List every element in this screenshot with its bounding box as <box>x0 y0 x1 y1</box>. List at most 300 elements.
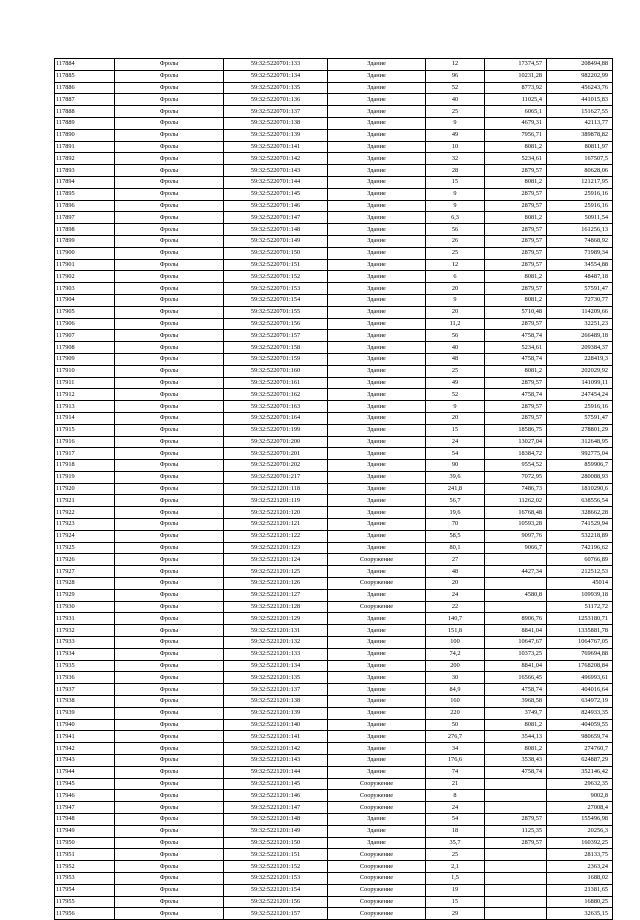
cadastral-number-cell: 59:32:5220701:143 <box>224 165 328 177</box>
area-cell: 24 <box>426 589 485 601</box>
area-cell: 56,7 <box>426 495 485 507</box>
unit-value-cell: 2879,57 <box>485 318 547 330</box>
table-row <box>55 625 613 637</box>
cadastral-value-cell: 624887,29 <box>547 755 613 767</box>
locality-cell: Фролы <box>115 424 224 436</box>
unit-value-cell <box>485 908 547 920</box>
cadastral-value-cell: 57591,47 <box>547 412 613 424</box>
cadastral-value-cell: 28133,75 <box>547 849 613 861</box>
table-row <box>55 684 613 696</box>
area-cell: 74 <box>426 766 485 778</box>
cadastral-number-cell: 59:32:5220701:151 <box>224 259 328 271</box>
row-number-cell: 117892 <box>55 153 115 165</box>
cadastral-number-cell: 59:32:5221201:125 <box>224 566 328 578</box>
table-row <box>55 613 613 625</box>
row-number-cell: 117932 <box>55 625 115 637</box>
table-row <box>55 471 613 483</box>
area-cell: 28 <box>426 165 485 177</box>
area-cell: 56 <box>426 330 485 342</box>
row-number-cell: 117899 <box>55 235 115 247</box>
unit-value-cell: 2879,57 <box>485 283 547 295</box>
area-cell: 30 <box>426 672 485 684</box>
cadastral-number-cell: 59:32:5221201:149 <box>224 825 328 837</box>
cadastral-number-cell: 59:32:5220701:139 <box>224 129 328 141</box>
locality-cell: Фролы <box>115 637 224 649</box>
object-type-cell: Здание <box>328 696 426 708</box>
cadastral-value-cell: 389878,82 <box>547 129 613 141</box>
area-cell: 200 <box>426 660 485 672</box>
row-number-cell: 117956 <box>55 908 115 920</box>
table-row <box>55 542 613 554</box>
cadastral-value-cell: 21381,65 <box>547 884 613 896</box>
unit-value-cell: 16768,48 <box>485 507 547 519</box>
area-cell: 74,2 <box>426 648 485 660</box>
locality-cell: Фролы <box>115 778 224 790</box>
row-number-cell: 117888 <box>55 106 115 118</box>
unit-value-cell: 8081,2 <box>485 271 547 283</box>
area-cell: 96 <box>426 70 485 82</box>
table-row <box>55 566 613 578</box>
cadastral-number-cell: 59:32:5221201:153 <box>224 872 328 884</box>
unit-value-cell: 9554,52 <box>485 460 547 472</box>
table-row <box>55 814 613 826</box>
unit-value-cell: 10647,67 <box>485 637 547 649</box>
cadastral-number-cell: 59:32:5220701:148 <box>224 224 328 236</box>
area-cell: 48 <box>426 353 485 365</box>
area-cell: 12 <box>426 59 485 71</box>
area-cell: 54 <box>426 448 485 460</box>
locality-cell: Фролы <box>115 70 224 82</box>
table-row <box>55 365 613 377</box>
cadastral-number-cell: 59:32:5221201:124 <box>224 554 328 566</box>
object-type-cell: Здание <box>328 247 426 259</box>
cadastral-value-cell: 60766,89 <box>547 554 613 566</box>
row-number-cell: 117902 <box>55 271 115 283</box>
cadastral-value-cell: 1335881,78 <box>547 625 613 637</box>
object-type-cell: Сооружение <box>328 554 426 566</box>
cadastral-value-cell: 209384,37 <box>547 342 613 354</box>
row-number-cell: 117938 <box>55 696 115 708</box>
row-number-cell: 117910 <box>55 365 115 377</box>
object-type-cell: Здание <box>328 436 426 448</box>
table-row <box>55 59 613 71</box>
area-cell: 2,1 <box>426 861 485 873</box>
cadastral-value-cell: 328662,28 <box>547 507 613 519</box>
unit-value-cell: 10231,28 <box>485 70 547 82</box>
object-type-cell: Здание <box>328 117 426 129</box>
locality-cell: Фролы <box>115 483 224 495</box>
object-type-cell: Здание <box>328 837 426 849</box>
cadastral-number-cell: 59:32:5221201:123 <box>224 542 328 554</box>
unit-value-cell: 6065,1 <box>485 106 547 118</box>
cadastral-value-cell: 228419,3 <box>547 353 613 365</box>
locality-cell: Фролы <box>115 696 224 708</box>
unit-value-cell: 4580,8 <box>485 589 547 601</box>
area-cell: 54 <box>426 814 485 826</box>
row-number-cell: 117903 <box>55 283 115 295</box>
table-row <box>55 872 613 884</box>
cadastral-value-cell: 51172,72 <box>547 601 613 613</box>
cadastral-number-cell: 59:32:5220701:163 <box>224 401 328 413</box>
area-cell: 52 <box>426 389 485 401</box>
locality-cell: Фролы <box>115 790 224 802</box>
locality-cell: Фролы <box>115 59 224 71</box>
table-row <box>55 554 613 566</box>
locality-cell: Фролы <box>115 554 224 566</box>
cadastral-value-cell: 1064767,05 <box>547 637 613 649</box>
area-cell: 6 <box>426 271 485 283</box>
unit-value-cell: 18384,72 <box>485 448 547 460</box>
table-row <box>55 519 613 531</box>
object-type-cell: Здание <box>328 483 426 495</box>
area-cell: 39,6 <box>426 471 485 483</box>
cadastral-value-cell: 404016,64 <box>547 684 613 696</box>
table-row <box>55 294 613 306</box>
row-number-cell: 117949 <box>55 825 115 837</box>
unit-value-cell: 18586,75 <box>485 424 547 436</box>
unit-value-cell <box>485 861 547 873</box>
cadastral-value-cell: 532218,89 <box>547 530 613 542</box>
object-type-cell: Здание <box>328 755 426 767</box>
cadastral-value-cell: 32251,23 <box>547 318 613 330</box>
cadastral-number-cell: 59:32:5221201:150 <box>224 837 328 849</box>
table-row <box>55 660 613 672</box>
cadastral-value-cell: 824933,35 <box>547 707 613 719</box>
object-type-cell: Сооружение <box>328 849 426 861</box>
table-row <box>55 247 613 259</box>
table-row <box>55 106 613 118</box>
locality-cell: Фролы <box>115 401 224 413</box>
object-type-cell: Здание <box>328 825 426 837</box>
row-number-cell: 117934 <box>55 648 115 660</box>
area-cell: 176,6 <box>426 755 485 767</box>
unit-value-cell: 2879,57 <box>485 412 547 424</box>
row-number-cell: 117921 <box>55 495 115 507</box>
row-number-cell: 117915 <box>55 424 115 436</box>
row-number-cell: 117890 <box>55 129 115 141</box>
locality-cell: Фролы <box>115 460 224 472</box>
area-cell: 11,2 <box>426 318 485 330</box>
row-number-cell: 117954 <box>55 884 115 896</box>
table-row <box>55 271 613 283</box>
object-type-cell: Здание <box>328 814 426 826</box>
locality-cell: Фролы <box>115 235 224 247</box>
cadastral-value-cell: 247454,24 <box>547 389 613 401</box>
area-cell: 9 <box>426 200 485 212</box>
table-row <box>55 141 613 153</box>
row-number-cell: 117912 <box>55 389 115 401</box>
cadastral-value-cell: 1810290,6 <box>547 483 613 495</box>
area-cell: 80,1 <box>426 542 485 554</box>
row-number-cell: 117911 <box>55 377 115 389</box>
locality-cell: Фролы <box>115 412 224 424</box>
row-number-cell: 117913 <box>55 401 115 413</box>
table-row <box>55 70 613 82</box>
object-type-cell: Здание <box>328 259 426 271</box>
cadastral-value-cell: 109939,18 <box>547 589 613 601</box>
cadastral-number-cell: 59:32:5220701:150 <box>224 247 328 259</box>
object-type-cell: Здание <box>328 330 426 342</box>
object-type-cell: Здание <box>328 707 426 719</box>
locality-cell: Фролы <box>115 365 224 377</box>
locality-cell: Фролы <box>115 141 224 153</box>
cadastral-number-cell: 59:32:5220701:133 <box>224 59 328 71</box>
cadastral-value-cell: 352146,42 <box>547 766 613 778</box>
cadastral-value-cell: 859906,7 <box>547 460 613 472</box>
area-cell: 276,7 <box>426 731 485 743</box>
unit-value-cell: 2879,57 <box>485 224 547 236</box>
unit-value-cell: 4758,74 <box>485 766 547 778</box>
table-row <box>55 908 613 920</box>
table-row <box>55 200 613 212</box>
table-row <box>55 802 613 814</box>
locality-cell: Фролы <box>115 283 224 295</box>
cadastral-value-cell: 441015,83 <box>547 94 613 106</box>
area-cell: 70 <box>426 519 485 531</box>
locality-cell: Фролы <box>115 731 224 743</box>
table-row <box>55 188 613 200</box>
area-cell: 100 <box>426 637 485 649</box>
row-number-cell: 117925 <box>55 542 115 554</box>
unit-value-cell: 4427,34 <box>485 566 547 578</box>
row-number-cell: 117939 <box>55 707 115 719</box>
table-row <box>55 94 613 106</box>
area-cell: 25 <box>426 106 485 118</box>
area-cell: 27 <box>426 554 485 566</box>
area-cell: 15 <box>426 176 485 188</box>
cadastral-value-cell: 80628,06 <box>547 165 613 177</box>
unit-value-cell: 13027,04 <box>485 436 547 448</box>
object-type-cell: Здание <box>328 141 426 153</box>
row-number-cell: 117941 <box>55 731 115 743</box>
cadastral-number-cell: 59:32:5220701:164 <box>224 412 328 424</box>
row-number-cell: 117916 <box>55 436 115 448</box>
unit-value-cell: 9066,7 <box>485 542 547 554</box>
cadastral-number-cell: 59:32:5221201:138 <box>224 696 328 708</box>
area-cell: 15 <box>426 424 485 436</box>
cadastral-value-cell: 266489,18 <box>547 330 613 342</box>
object-type-cell: Здание <box>328 731 426 743</box>
area-cell: 21 <box>426 778 485 790</box>
cadastral-value-cell: 34554,88 <box>547 259 613 271</box>
unit-value-cell: 5234,61 <box>485 342 547 354</box>
row-number-cell: 117907 <box>55 330 115 342</box>
unit-value-cell: 8906,76 <box>485 613 547 625</box>
cadastral-value-cell: 45014 <box>547 578 613 590</box>
cadastral-value-cell: 278801,29 <box>547 424 613 436</box>
locality-cell: Фролы <box>115 188 224 200</box>
locality-cell: Фролы <box>115 377 224 389</box>
unit-value-cell: 8081,2 <box>485 719 547 731</box>
row-number-cell: 117935 <box>55 660 115 672</box>
table-row <box>55 849 613 861</box>
row-number-cell: 117887 <box>55 94 115 106</box>
locality-cell: Фролы <box>115 908 224 920</box>
area-cell: 12 <box>426 259 485 271</box>
unit-value-cell: 8841,04 <box>485 660 547 672</box>
cadastral-number-cell: 59:32:5220701:142 <box>224 153 328 165</box>
area-cell: 160 <box>426 696 485 708</box>
cadastral-value-cell: 167507,5 <box>547 153 613 165</box>
locality-cell: Фролы <box>115 200 224 212</box>
row-number-cell: 117919 <box>55 471 115 483</box>
row-number-cell: 117920 <box>55 483 115 495</box>
object-type-cell: Здание <box>328 719 426 731</box>
table-row <box>55 825 613 837</box>
table-row <box>55 377 613 389</box>
cadastral-number-cell: 59:32:5221201:128 <box>224 601 328 613</box>
locality-cell: Фролы <box>115 318 224 330</box>
object-type-cell: Здание <box>328 530 426 542</box>
document-page <box>54 58 608 920</box>
area-cell: 9 <box>426 117 485 129</box>
object-type-cell: Здание <box>328 165 426 177</box>
cadastral-number-cell: 59:32:5221201:132 <box>224 637 328 649</box>
row-number-cell: 117923 <box>55 519 115 531</box>
area-cell: 22 <box>426 601 485 613</box>
cadastral-value-cell: 48487,18 <box>547 271 613 283</box>
area-cell: 9 <box>426 188 485 200</box>
property-table <box>54 58 613 920</box>
cadastral-number-cell: 59:32:5220701:138 <box>224 117 328 129</box>
cadastral-number-cell: 59:32:5220701:149 <box>224 235 328 247</box>
row-number-cell: 117937 <box>55 684 115 696</box>
table-row <box>55 861 613 873</box>
object-type-cell: Здание <box>328 495 426 507</box>
cadastral-value-cell: 151627,55 <box>547 106 613 118</box>
table-row <box>55 483 613 495</box>
cadastral-value-cell: 274760,7 <box>547 743 613 755</box>
table-row <box>55 389 613 401</box>
object-type-cell: Сооружение <box>328 908 426 920</box>
area-cell: 19,6 <box>426 507 485 519</box>
table-row <box>55 696 613 708</box>
cadastral-number-cell: 59:32:5221201:151 <box>224 849 328 861</box>
cadastral-number-cell: 59:32:5221201:121 <box>224 519 328 531</box>
locality-cell: Фролы <box>115 884 224 896</box>
unit-value-cell: 2879,57 <box>485 401 547 413</box>
cadastral-number-cell: 59:32:5221201:142 <box>224 743 328 755</box>
object-type-cell: Здание <box>328 59 426 71</box>
cadastral-value-cell: 80811,97 <box>547 141 613 153</box>
cadastral-number-cell: 59:32:5220701:135 <box>224 82 328 94</box>
cadastral-number-cell: 59:32:5221201:126 <box>224 578 328 590</box>
cadastral-number-cell: 59:32:5221201:134 <box>224 660 328 672</box>
cadastral-value-cell: 32635,15 <box>547 908 613 920</box>
cadastral-number-cell: 59:32:5220701:199 <box>224 424 328 436</box>
unit-value-cell <box>485 790 547 802</box>
cadastral-value-cell: 769694,88 <box>547 648 613 660</box>
locality-cell: Фролы <box>115 861 224 873</box>
cadastral-number-cell: 59:32:5221201:157 <box>224 908 328 920</box>
row-number-cell: 117947 <box>55 802 115 814</box>
unit-value-cell <box>485 778 547 790</box>
locality-cell: Фролы <box>115 495 224 507</box>
object-type-cell: Здание <box>328 306 426 318</box>
object-type-cell: Здание <box>328 412 426 424</box>
table-row <box>55 153 613 165</box>
object-type-cell: Здание <box>328 235 426 247</box>
locality-cell: Фролы <box>115 578 224 590</box>
object-type-cell: Здание <box>328 365 426 377</box>
unit-value-cell: 8081,2 <box>485 141 547 153</box>
row-number-cell: 117909 <box>55 353 115 365</box>
area-cell: 6,3 <box>426 212 485 224</box>
row-number-cell: 117893 <box>55 165 115 177</box>
locality-cell: Фролы <box>115 117 224 129</box>
row-number-cell: 117889 <box>55 117 115 129</box>
cadastral-value-cell: 992775,04 <box>547 448 613 460</box>
cadastral-number-cell: 59:32:5221201:122 <box>224 530 328 542</box>
row-number-cell: 117936 <box>55 672 115 684</box>
cadastral-number-cell: 59:32:5221201:143 <box>224 755 328 767</box>
unit-value-cell: 16566,45 <box>485 672 547 684</box>
table-row <box>55 224 613 236</box>
table-row <box>55 507 613 519</box>
cadastral-number-cell: 59:32:5221201:147 <box>224 802 328 814</box>
locality-cell: Фролы <box>115 625 224 637</box>
unit-value-cell: 3538,43 <box>485 755 547 767</box>
row-number-cell: 117897 <box>55 212 115 224</box>
locality-cell: Фролы <box>115 672 224 684</box>
row-number-cell: 117917 <box>55 448 115 460</box>
area-cell: 9 <box>426 401 485 413</box>
area-cell: 58,5 <box>426 530 485 542</box>
locality-cell: Фролы <box>115 648 224 660</box>
row-number-cell: 117901 <box>55 259 115 271</box>
area-cell: 20 <box>426 412 485 424</box>
cadastral-number-cell: 59:32:5220701:136 <box>224 94 328 106</box>
cadastral-value-cell: 634972,19 <box>547 696 613 708</box>
locality-cell: Фролы <box>115 259 224 271</box>
table-row <box>55 601 613 613</box>
object-type-cell: Здание <box>328 294 426 306</box>
object-type-cell: Здание <box>328 106 426 118</box>
table-body <box>55 59 613 920</box>
cadastral-value-cell: 25916,16 <box>547 200 613 212</box>
table-row <box>55 318 613 330</box>
table-row <box>55 165 613 177</box>
unit-value-cell: 2879,57 <box>485 188 547 200</box>
unit-value-cell: 10593,28 <box>485 519 547 531</box>
row-number-cell: 117930 <box>55 601 115 613</box>
unit-value-cell: 11262,02 <box>485 495 547 507</box>
row-number-cell: 117894 <box>55 176 115 188</box>
cadastral-value-cell: 114209,66 <box>547 306 613 318</box>
cadastral-number-cell: 59:32:5220701:161 <box>224 377 328 389</box>
cadastral-number-cell: 59:32:5220701:162 <box>224 389 328 401</box>
row-number-cell: 117928 <box>55 578 115 590</box>
area-cell: 90 <box>426 460 485 472</box>
object-type-cell: Здание <box>328 353 426 365</box>
object-type-cell: Сооружение <box>328 896 426 908</box>
area-cell: 49 <box>426 377 485 389</box>
row-number-cell: 117931 <box>55 613 115 625</box>
cadastral-value-cell: 2363,24 <box>547 861 613 873</box>
object-type-cell: Здание <box>328 613 426 625</box>
locality-cell: Фролы <box>115 436 224 448</box>
cadastral-value-cell: 25916,16 <box>547 401 613 413</box>
cadastral-value-cell: 638556,54 <box>547 495 613 507</box>
object-type-cell: Здание <box>328 589 426 601</box>
object-type-cell: Здание <box>328 176 426 188</box>
table-row <box>55 578 613 590</box>
unit-value-cell: 9097,76 <box>485 530 547 542</box>
cadastral-number-cell: 59:32:5220701:201 <box>224 448 328 460</box>
area-cell: 10 <box>426 141 485 153</box>
object-type-cell: Здание <box>328 566 426 578</box>
area-cell: 20 <box>426 283 485 295</box>
